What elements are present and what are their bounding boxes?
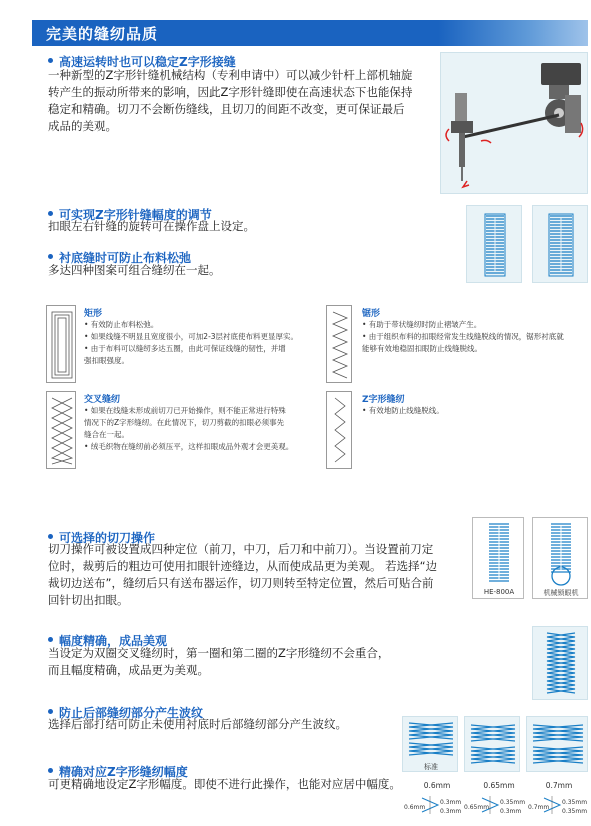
width-b-left: 0.35mm: [500, 799, 526, 806]
bullet-dot-icon: [48, 637, 53, 642]
bartack-stitch-icon: [527, 717, 589, 773]
double-zigzag-stitch-icon: [533, 627, 589, 701]
bartack-stitch-icon: [465, 717, 521, 773]
caption-mechanical: 机械锁眼机: [543, 589, 579, 597]
feature-text-ripple: 选择后部打结可防止未使用衬底时后部缝纫部分产生波纹。: [48, 717, 347, 731]
feature-text-knife: 切刀操作可被设置成四种定位（前刀，中刀，后刀和中前刀）。当设置前刀定 位时，裁剪后的粗边可使用扣眼针迹缝边，从而使成品更为美观。 若选择“边 裁切边送布”，缝纫后只有送布器运作，切刀则转至特定位置，然后可贴合前 回针切出扣眼。: [48, 542, 438, 607]
width-b-right: 0.3mm: [500, 808, 522, 815]
ripple-sample-2: [464, 716, 520, 772]
width-c-total: 0.7mm: [528, 804, 550, 811]
section-header-bar: [32, 20, 588, 46]
feature-title-knife: 可选择的切刀操作: [48, 529, 155, 546]
feature-text-stable-zigzag: 一种新型的Z字形针缝机械结构（专利申请中）可以减少针杆上部机轴旋 转产生的振动所带来的影响，因此Z字形针缝即使在高速状态下也能保持 稳定和精确。切刀不会断伤缝线，且切刀的间距不改变，更可保证最后 成品的美观。: [48, 68, 413, 133]
bullet-dot-icon: [48, 534, 53, 539]
width-a-total: 0.6mm: [404, 804, 426, 811]
buttonhole-stitch-icon: [473, 518, 525, 588]
bullet-dot-icon: [48, 254, 53, 259]
feature-text-width-adjust: 扣眼左右针缝的旋转可在操作盘上设定。: [48, 219, 255, 233]
zigzag-underlay-icon: [327, 392, 353, 470]
ripple-sample-standard: [402, 716, 458, 772]
width-a-right: 0.3mm: [440, 808, 462, 815]
ripple-sample-3: [526, 716, 588, 772]
buttonhole-stitch-icon: [533, 206, 589, 284]
width-c-left: 0.35mm: [562, 799, 588, 806]
bullet-dot-icon: [48, 709, 53, 714]
feature-title-precision: 幅度精确，成品美观: [48, 632, 167, 649]
buttonhole-stitch-icon: [533, 518, 589, 588]
stitch-sample-wide: [532, 205, 588, 283]
feature-text-underlay: 多达四种图案可组合缝纫在一起。: [48, 263, 221, 277]
width-c-right: 0.35mm: [562, 808, 588, 815]
pattern-name-cross: 交叉缝纫: [84, 395, 121, 405]
pattern-desc-rectangle: • 有效防止布料松弛。 • 如果线缝不明显且宽度很小，可加2-3层衬底使布料更显厚实。 • 由于布料可以缝纫多达五圈，由此可保证线缝的韧性，并增 强扣眼强度。: [84, 320, 299, 365]
feature-title-underlay: 衬底缝时可防止布料松弛: [48, 249, 191, 266]
bullet-dot-icon: [48, 768, 53, 773]
pattern-desc-sawtooth: • 有助于带状缝纫时防止褶皱产生。 • 由于组织布料的扣眼经常发生线缝脱线的情况，锯形衬底就 能够有效地稳固扣眼防止线缝脱线。: [362, 320, 564, 353]
width-label-2: 0.65mm: [483, 781, 515, 790]
feature-title-width-adjust: 可实现Z字形针缝幅度的调节: [48, 206, 212, 223]
double-stitch-sample: [532, 626, 588, 700]
pattern-thumb-rectangle: [46, 305, 76, 383]
needle-bar-mechanism-icon: [441, 53, 589, 195]
cross-underlay-icon: [47, 392, 77, 470]
feature-text-precision: 当设定为双圈交叉缝纫时，第一圈和第二圈的Z字形缝纫不会重合， 而且幅度精确，成品更为美观。: [48, 646, 390, 677]
sawtooth-underlay-icon: [327, 306, 353, 384]
sample-he800a: [472, 517, 524, 599]
caption-he800a: HE-800A: [483, 588, 515, 596]
feature-title-ripple: 防止后部缝纫部分产生波纹: [48, 704, 203, 721]
header-gradient-stripe: [438, 20, 588, 46]
sample-mechanical: [532, 517, 588, 599]
buttonhole-stitch-icon: [467, 206, 523, 284]
bullet-dot-icon: [48, 58, 53, 63]
feature-title-stable-zigzag: 高速运转时也可以稳定Z字形接缝: [48, 53, 236, 70]
bartack-stitch-icon: [403, 717, 459, 761]
pattern-name-zigzag: Z字形缝纫: [362, 395, 405, 405]
width-label-1: 0.6mm: [423, 781, 451, 790]
feature-text-width-accuracy: 可更精确地设定Z字形幅度。即使不进行此操作，也能对应居中幅度。: [48, 777, 401, 791]
feature-title-width-accuracy: 精确对应Z字形缝纫幅度: [48, 763, 188, 780]
pattern-name-sawtooth: 锯形: [362, 309, 381, 319]
bullet-dot-icon: [48, 211, 53, 216]
page-title: 完美的缝纫品质: [46, 25, 159, 43]
width-label-3: 0.7mm: [545, 781, 573, 790]
pattern-thumb-sawtooth: [326, 305, 352, 383]
mechanism-illustration: [440, 52, 588, 194]
caption-standard: 标准: [424, 763, 438, 771]
pattern-desc-cross: • 如果在线缝未形成前切刀已开始操作，则不能正常进行特殊 情况下的Z字形缝纫。在此情况下，切刀剪截的扣眼必须事先 缝合在一起。 • 绒毛织物在缝纫前必须压平，这样扣眼成品外观才会更美观。: [84, 406, 294, 451]
pattern-thumb-zigzag: [326, 391, 352, 469]
width-a-left: 0.3mm: [440, 799, 462, 806]
pattern-name-rectangle: 矩形: [84, 309, 103, 319]
width-b-total: 0.65mm: [464, 804, 490, 811]
stitch-sample-narrow: [466, 205, 522, 283]
rectangle-underlay-icon: [47, 306, 77, 384]
pattern-desc-zigzag: • 有效地防止线缝脱线。: [362, 406, 444, 415]
pattern-thumb-cross: [46, 391, 76, 469]
